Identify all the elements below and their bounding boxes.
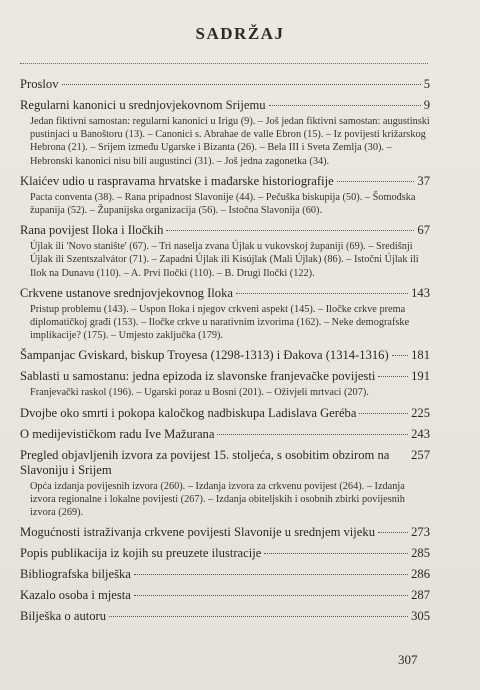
entry-title: Klaićev udio u raspravama hrvatske i mađarske historiografije: [20, 173, 334, 188]
leader-dots: [269, 104, 421, 106]
entry-title: Crkvene ustanove srednjovjekovnog Iloka: [20, 285, 233, 300]
leader-dots: [378, 375, 408, 377]
page-number: 307: [398, 652, 418, 667]
toc-entry: [20, 427, 430, 442]
toc-entry: [20, 98, 430, 168]
leader-dots: [134, 573, 408, 575]
toc-entry: [20, 525, 430, 540]
page-title: SADRŽAJ: [195, 24, 285, 43]
leader-dots: [359, 412, 408, 414]
entry-title: Šampanjac Gviskard, biskup Troyesa (1298-1313) i Đakova (1314-1316): [20, 348, 389, 363]
entry-page: 285: [411, 546, 430, 561]
entry-subsections: Pristup problemu (143). – Uspon Iloka i njegov crkveni aspekt (145). – Iločke crkve prema diplomatičkoj građi (153). – Iločke crkve u narativnim izvorima (162). – Neke demografske implikacije? (175). – Umjesto zaključka (179).: [30, 303, 410, 342]
entry-title: O medijevističkom radu Ive Mažurana: [20, 426, 215, 441]
entry-title: Proslov: [20, 77, 59, 91]
entry-page: 67: [417, 223, 430, 238]
toc-entry: [20, 406, 430, 421]
leader-dots: [109, 615, 408, 617]
toc-entry: [20, 286, 430, 343]
entry-title: Kazalo osoba i mjesta: [20, 588, 131, 603]
toc-entry: [20, 348, 430, 363]
entry-title: Bibliografska bilješka: [20, 567, 131, 582]
entry-subsections: Franjevački raskol (196). – Ugarski poraz u Bosni (201). – Oživjeli mrtvaci (207).: [30, 387, 369, 399]
entry-page: 5: [423, 77, 430, 91]
entry-page: 37: [417, 173, 430, 188]
entry-page: 9: [423, 98, 430, 112]
entry-title: Sablasti u samostanu: jedna epizoda iz slavonske franjevačke povijesti: [20, 369, 376, 384]
entry-page: 191: [411, 369, 430, 384]
entry-page: 287: [411, 588, 430, 603]
entry-page: 243: [411, 426, 430, 441]
entry-title: Pregled objavljenih izvora za povijest 15. stoljeća, s osobitim obzirom na Slavoniju i Srijem: [20, 447, 390, 477]
entry-title: Mogućnosti istraživanja crkvene povijesti Slavonije u srednjem vijeku: [20, 525, 375, 540]
entry-title: Popis publikacija iz kojih su preuzete ilustracije: [20, 546, 262, 561]
entry-title: Rana povijest Iloka i Iločkih: [20, 223, 164, 238]
entry-page: 181: [411, 348, 430, 363]
leader-dots: [264, 552, 408, 554]
entry-subsections: Jedan fiktivni samostan: regularni kanonici u Irigu (9). – Još jedan fiktivni samostan: augustinski pustinjaci u Banoštoru (13). – Canonici s. Abrahae de valle Ebron (15). – Iz povijesti križarskog Hebrona (21). – Srijem između Ugarske i Bizanta (26). – Bela III i Sveta Zemlja (30). – Hebronski kanonici nisu bili augustinci (31). – Još jedna zagonetka (34).: [30, 116, 430, 167]
toc-entry: [20, 448, 430, 520]
leader-dots: [236, 292, 408, 294]
entry-subsections: Pacta conventa (38). – Rana pripadnost Slavonije (44). – Pečuška biskupija (50). – Šomođska županija (52). – Županijska organizacija (56). – Istočna Slavonija (60).: [30, 191, 416, 217]
toc-entry: [20, 609, 430, 624]
leader-dots: [62, 83, 421, 85]
leader-dots: [378, 531, 408, 533]
entry-title: Bilješka o autoru: [20, 609, 107, 624]
toc-entry: [20, 77, 430, 92]
title-divider: [20, 63, 428, 64]
table-of-contents: [20, 77, 430, 630]
leader-dots: [392, 354, 408, 356]
entry-page: 286: [411, 567, 430, 582]
entry-subsections: Opća izdanja povijesnih izvora (260). – Izdanja izvora za crkvenu povijest (264). – Izdanja izvora regionalne i lokalne povijesti (267). – Izdanja obiteljskih i osobnih zbirki povijesnih izvora (269).: [30, 480, 405, 519]
entry-page: 143: [411, 285, 430, 300]
entry-page: 225: [411, 405, 430, 420]
entry-page: 257: [411, 447, 430, 462]
toc-entry: [20, 567, 430, 582]
toc-entry: [20, 223, 430, 280]
leader-dots: [166, 229, 414, 231]
toc-entry: [20, 369, 430, 399]
entry-title: Dvojbe oko smrti i pokopa kaločkog nadbiskupa Ladislava Geréba: [20, 405, 357, 420]
toc-entry: [20, 588, 430, 603]
entry-subsections: Újlak ili 'Novo stanište' (67). – Tri naselja zvana Újlak u vukovskoj županiji (69). – Središnji Újlak ili Szentszalvátor (71). – Zapadni Újlak ili Kisújlak (Mali Újlak) (86). – Istočni Újlak ili Ilok na Dunavu (110). – A. Prvi Iločki (110). – B. Drugi Iločki (122).: [30, 241, 419, 279]
toc-entry: [20, 174, 430, 217]
leader-dots: [134, 594, 408, 596]
entry-title: Regularni kanonici u srednjovjekovnom Srijemu: [20, 98, 266, 112]
leader-dots: [337, 180, 415, 182]
toc-entry: [20, 546, 430, 561]
entry-page: 305: [411, 609, 430, 624]
entry-page: 273: [411, 525, 430, 540]
leader-dots: [217, 433, 408, 435]
